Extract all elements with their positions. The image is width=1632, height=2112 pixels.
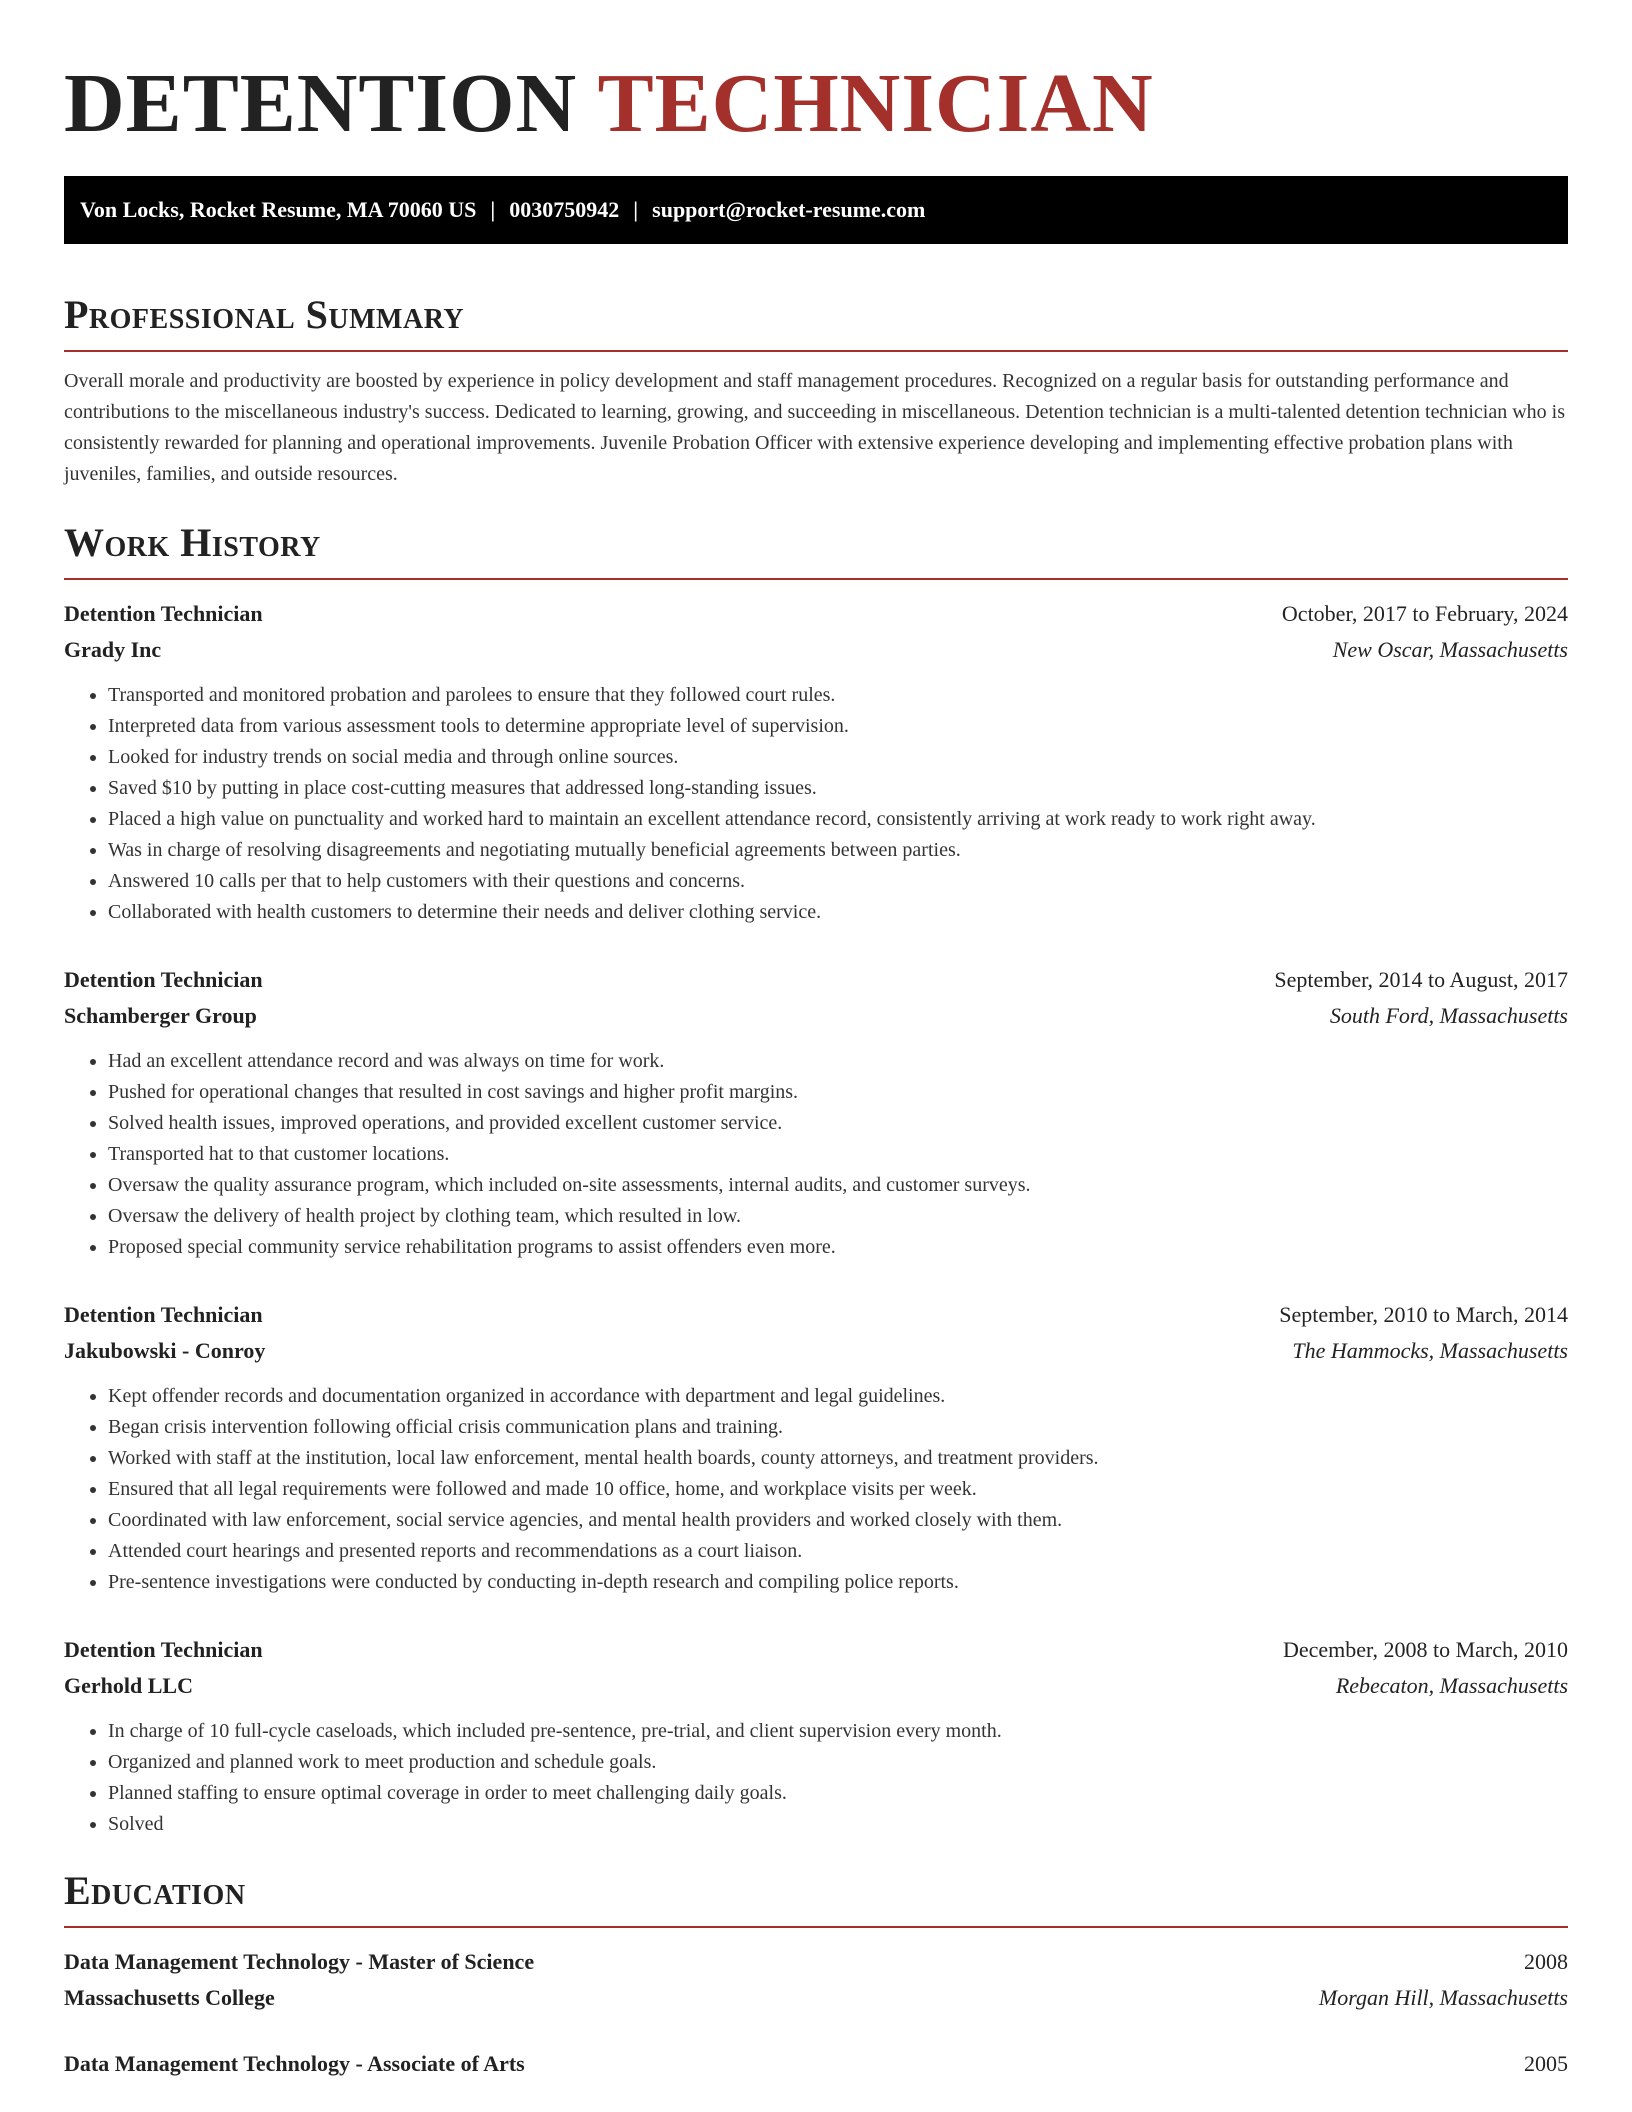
contact-phone: 0030750942 (509, 197, 620, 222)
job-header-row (64, 1632, 1568, 1668)
job-company-row (64, 1668, 1568, 1704)
job-location: Rebecaton, Massachusetts (1335, 1673, 1568, 1698)
job-company: Gerhold LLC (64, 1673, 193, 1698)
job-bullet: • Was in charge of resolving disagreements and negotiating mutually beneficial agreements between parties. (108, 835, 1568, 866)
job-bullet: • In charge of 10 full-cycle caseloads, which included pre-sentence, pre-trial, and client supervision every month. (108, 1716, 1568, 1747)
job-company: Schamberger Group (64, 1003, 257, 1028)
job-bullet-list (64, 1716, 1568, 1840)
job-company-row (64, 1333, 1568, 1369)
education-degree-row (64, 1944, 1568, 1980)
job-bullet: • Pre-sentence investigations were conducted by conducting in-depth research and compiling police reports. (108, 1567, 1568, 1598)
job-entry (64, 596, 1568, 928)
job-dates: December, 2008 to March, 2010 (1282, 1637, 1568, 1662)
job-bullet: • Organized and planned work to meet production and schedule goals. (108, 1747, 1568, 1778)
job-bullet-list (64, 1381, 1568, 1598)
job-bullet: • Began crisis intervention following official crisis communication plans and training. (108, 1412, 1568, 1443)
contact-email[interactable]: support@rocket-resume.com (652, 197, 926, 222)
job-title: Detention Technician (64, 967, 263, 992)
education-list (64, 1944, 1568, 2082)
job-bullet: • Solved health issues, improved operations, and provided excellent customer service. (108, 1108, 1568, 1139)
job-bullet: • Placed a high value on punctuality and worked hard to maintain an excellent attendance record, consistently arriving at work ready to work right away. (108, 804, 1568, 835)
contact-bar (64, 176, 1568, 244)
job-dates: September, 2010 to March, 2014 (1279, 1302, 1568, 1327)
education-entry (64, 1944, 1568, 2016)
education-location: Morgan Hill, Massachusetts (1318, 1985, 1568, 2010)
job-location: New Oscar, Massachusetts (1332, 637, 1568, 662)
job-bullet: • Transported and monitored probation and parolees to ensure that they followed court rules. (108, 680, 1568, 711)
education-school: Massachusetts College (64, 1985, 275, 2010)
job-bullet-list (64, 1046, 1568, 1263)
work-history-heading: Work History (64, 520, 1568, 580)
job-bullet: • Oversaw the quality assurance program, which included on-site assessments, internal audits, and customer surveys. (108, 1170, 1568, 1201)
job-bullet: • Proposed special community service rehabilitation programs to assist offenders even more. (108, 1232, 1568, 1263)
job-bullet: • Pushed for operational changes that resulted in cost savings and higher profit margins. (108, 1077, 1568, 1108)
job-header-row (64, 962, 1568, 998)
education-degree: Data Management Technology - Associate of Arts (64, 2051, 525, 2076)
job-header-row (64, 596, 1568, 632)
job-bullet: • Looked for industry trends on social media and through online sources. (108, 742, 1568, 773)
summary-heading: Professional Summary (64, 292, 1568, 352)
contact-separator: | (633, 197, 639, 222)
job-title: Detention Technician (64, 1637, 263, 1662)
job-bullet: • Saved $10 by putting in place cost-cutting measures that addressed long-standing issues. (108, 773, 1568, 804)
job-bullet: • Kept offender records and documentation organized in accordance with department and legal guidelines. (108, 1381, 1568, 1412)
title-main: DETENTION (64, 57, 578, 150)
education-degree-row (64, 2046, 1568, 2082)
job-bullet: • Ensured that all legal requirements were followed and made 10 office, home, and workplace visits per week. (108, 1474, 1568, 1505)
job-bullet: • Oversaw the delivery of health project by clothing team, which resulted in low. (108, 1201, 1568, 1232)
job-bullet: • Interpreted data from various assessment tools to determine appropriate level of supervision. (108, 711, 1568, 742)
job-dates: September, 2014 to August, 2017 (1274, 967, 1568, 992)
job-bullet: • Planned staffing to ensure optimal coverage in order to meet challenging daily goals. (108, 1778, 1568, 1809)
work-history-list (64, 596, 1568, 1840)
education-year: 2005 (1524, 2051, 1568, 2076)
job-bullet: • Attended court hearings and presented reports and recommendations as a court liaison. (108, 1536, 1568, 1567)
job-entry (64, 1632, 1568, 1840)
education-heading: Education (64, 1868, 1568, 1928)
job-location: South Ford, Massachusetts (1329, 1003, 1568, 1028)
job-bullet-list (64, 680, 1568, 928)
title-accent: TECHNICIAN (597, 57, 1154, 150)
education-degree: Data Management Technology - Master of Science (64, 1949, 535, 1974)
summary-text: Overall morale and productivity are boosted by experience in policy development and staff management procedures. Recognized on a regular basis for outstanding performance and contributions to the miscellaneous industry's success. Dedicated to learning, growing, and succeeding in miscellaneous. Detention technician is a multi-talented detention technician who is consistently rewarded for planning and operational improvements. Juvenile Probation Officer with extensive experience developing and implementing effective probation plans with juveniles, families, and outside resources. (64, 370, 1565, 485)
job-bullet: • Solved (108, 1809, 1568, 1840)
education-year: 2008 (1524, 1949, 1568, 1974)
contact-address: Von Locks, Rocket Resume, MA 70060 US (80, 197, 477, 222)
job-bullet: • Transported hat to that customer locations. (108, 1139, 1568, 1170)
job-location: The Hammocks, Massachusetts (1292, 1338, 1568, 1363)
job-company-row (64, 998, 1568, 1034)
job-bullet: • Collaborated with health customers to determine their needs and deliver clothing service. (108, 897, 1568, 928)
job-entry (64, 1297, 1568, 1598)
education-school-row (64, 1980, 1568, 2016)
job-bullet: • Had an excellent attendance record and was always on time for work. (108, 1046, 1568, 1077)
job-bullet: • Answered 10 calls per that to help customers with their questions and concerns. (108, 866, 1568, 897)
job-bullet: • Worked with staff at the institution, local law enforcement, mental health boards, county attorneys, and treatment providers. (108, 1443, 1568, 1474)
job-header-row (64, 1297, 1568, 1333)
job-entry (64, 962, 1568, 1263)
education-entry (64, 2046, 1568, 2082)
job-title: Detention Technician (64, 1302, 263, 1327)
job-company-row (64, 632, 1568, 668)
job-company: Grady Inc (64, 637, 162, 662)
resume-title (64, 0, 1568, 176)
job-bullet: • Coordinated with law enforcement, social service agencies, and mental health providers and worked closely with them. (108, 1505, 1568, 1536)
job-title: Detention Technician (64, 601, 263, 626)
job-dates: October, 2017 to February, 2024 (1281, 601, 1568, 626)
contact-separator: | (490, 197, 496, 222)
job-company: Jakubowski - Conroy (64, 1338, 266, 1363)
